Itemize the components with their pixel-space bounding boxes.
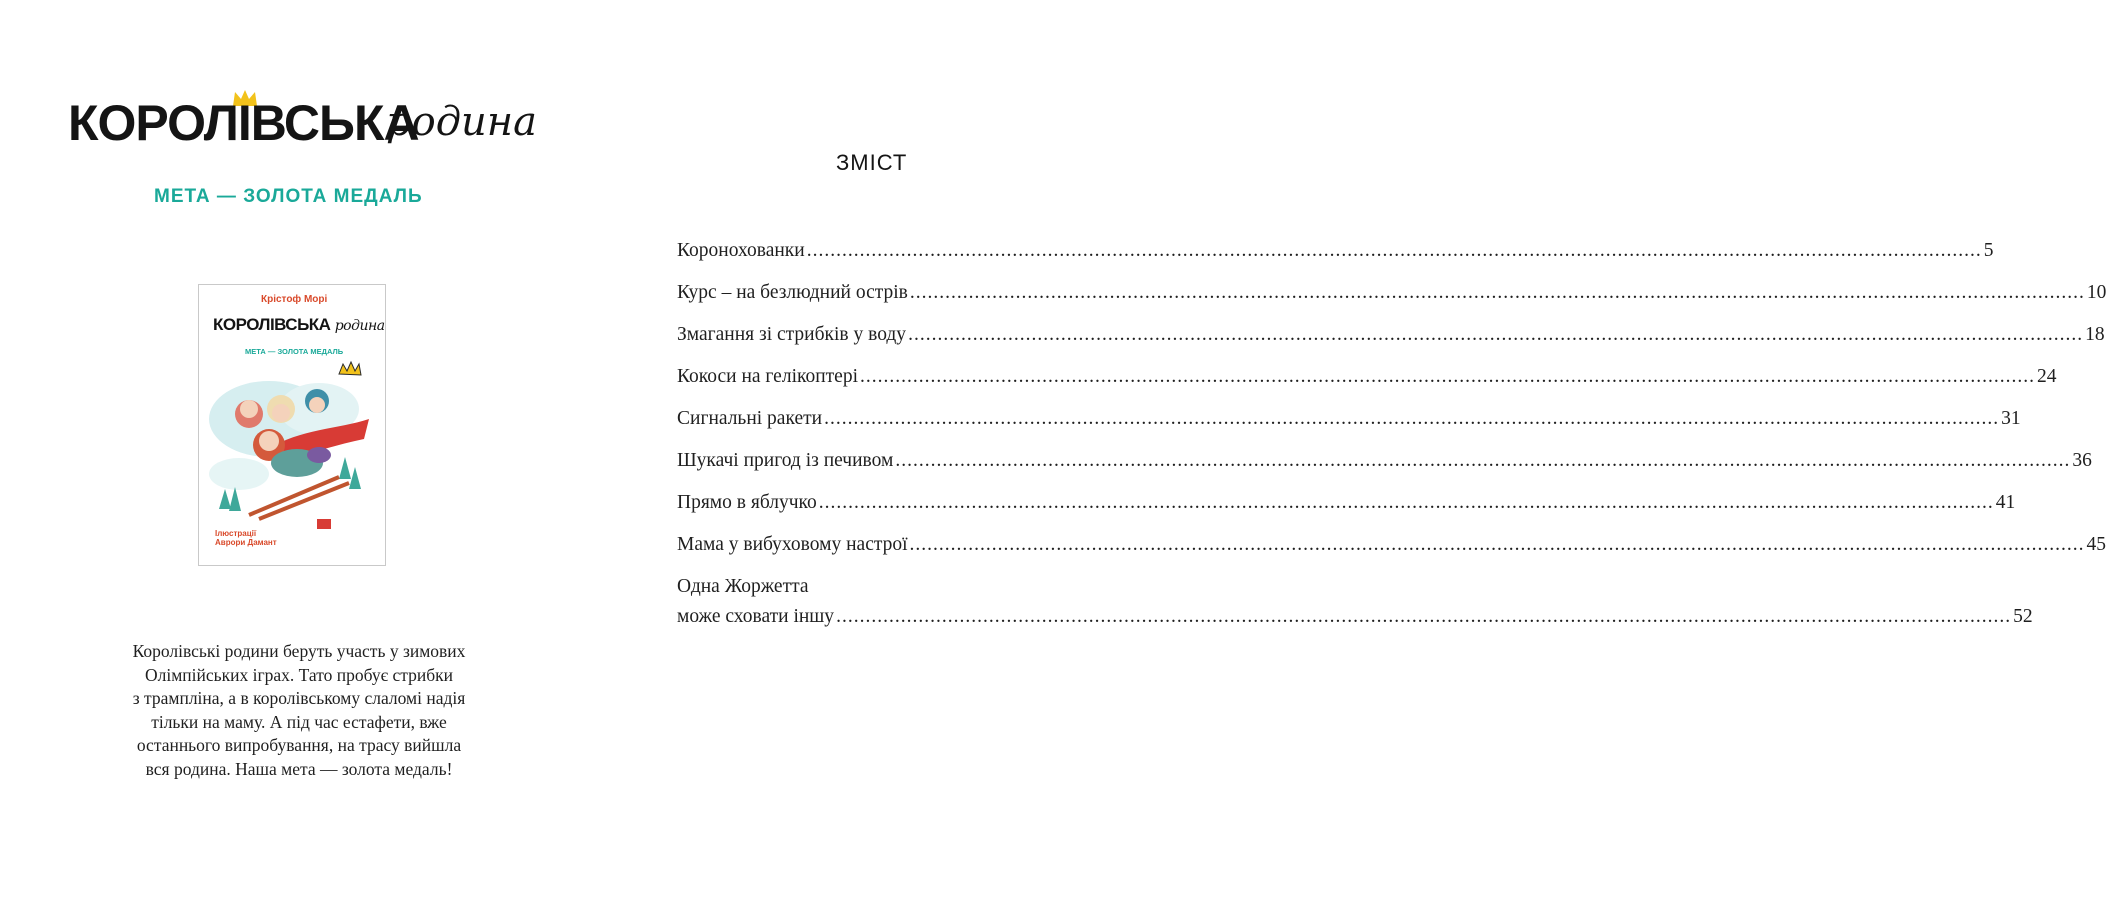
toc-leader: ........................................................................................................................................................................................................	[908, 324, 2084, 345]
toc-entry-page: 5	[1983, 240, 1994, 261]
toc-entry[interactable]	[677, 278, 2106, 320]
toc-entry[interactable]	[677, 530, 2106, 572]
toc-entry-page: 24	[2037, 366, 2057, 387]
toc-entry-page: 41	[1995, 492, 2016, 513]
book-blurb	[96, 640, 502, 781]
toc-entry-title: Кокоси на гелікоптері	[677, 366, 858, 387]
toc-entry-title: Шукачі пригод із печивом	[677, 450, 894, 471]
toc-entry[interactable]	[677, 446, 2092, 488]
toc-entry[interactable]	[677, 404, 2021, 446]
cover-illustrators-line1: Ілюстрації	[215, 529, 257, 538]
book-subtitle: МЕТА — ЗОЛОТА МЕДАЛЬ	[154, 186, 423, 207]
cover-title-main: КОРОЛІВСЬКА	[213, 315, 331, 334]
toc-entry-page: 52	[2013, 606, 2033, 627]
toc-entry-page: 10	[2086, 282, 2106, 303]
book-title-script: родина	[386, 99, 537, 145]
toc-entry-page: 36	[2072, 450, 2092, 471]
blurb-line: Олімпійських іграх. Тато пробує стрибки	[144, 664, 454, 685]
toc-leader: ........................................................................................................................................................................................................	[860, 366, 2035, 387]
cover-title-script: родина	[334, 318, 385, 334]
blurb-line: з трампліна, а в королівському слаломі надія	[132, 688, 466, 708]
cover-subtitle: МЕТА — ЗОЛОТА МЕДАЛЬ	[245, 347, 344, 356]
book-title	[68, 88, 538, 168]
blurb-line: останнього випробування, на трасу вийшла	[136, 735, 462, 755]
toc-leader: ........................................................................................................................................................................................................	[895, 450, 2071, 471]
toc-entry-page: 45	[2086, 534, 2106, 555]
toc-entry-title: Прямо в яблучко	[677, 492, 817, 513]
toc-entry[interactable]	[677, 488, 2016, 530]
toc-leader: ........................................................................................................................................................................................................	[818, 492, 1994, 513]
toc-leader: ........................................................................................................................................................................................................	[909, 534, 2085, 555]
cover-illustration	[199, 359, 387, 529]
toc-leader: ........................................................................................................................................................................................................	[806, 240, 1982, 261]
blurb-line: Королівські родини беруть участь у зимових	[132, 641, 466, 661]
book-title-main: КОРОЛІВСЬКА	[68, 95, 419, 151]
toc-heading: ЗМІСТ	[836, 150, 908, 175]
toc-entry-title-line1: Одна Жоржетта	[677, 576, 809, 597]
toc-entry[interactable]	[677, 362, 2057, 404]
toc-entry-title: Курс – на безлюдний острів	[677, 282, 908, 303]
table-of-contents	[677, 236, 2106, 632]
toc-entry[interactable]	[677, 320, 2105, 362]
cover-author: Крістоф Морі	[261, 294, 328, 305]
toc-entry-title: Мама у вибуховому настрої	[677, 534, 908, 555]
cover-title	[213, 315, 385, 335]
toc-entry-title: Коронохованки	[677, 240, 805, 261]
toc-entry[interactable]	[677, 572, 2033, 632]
book-cover	[198, 284, 386, 566]
toc-entry[interactable]	[677, 236, 1994, 278]
toc-entry-title: Змагання зі стрибків у воду	[677, 324, 907, 345]
blurb-line: тільки на маму. А під час естафети, вже	[151, 711, 447, 732]
toc-leader: ........................................................................................................................................................................................................	[909, 282, 2085, 303]
cover-illustrators	[215, 530, 279, 548]
cover-illustrators-line2: Аврори Дамант	[215, 537, 277, 547]
toc-entry-page: 31	[2001, 408, 2021, 429]
toc-entry-page: 18	[2085, 324, 2105, 345]
toc-leader: ........................................................................................................................................................................................................	[836, 606, 2012, 627]
toc-leader: ........................................................................................................................................................................................................	[824, 408, 2000, 429]
toc-entry-title: Сигнальні ракети	[677, 408, 823, 429]
toc-entry-title-line2: може сховати іншу	[677, 606, 835, 627]
blurb-line: вся родина. Наша мета — золота медаль!	[145, 758, 453, 779]
